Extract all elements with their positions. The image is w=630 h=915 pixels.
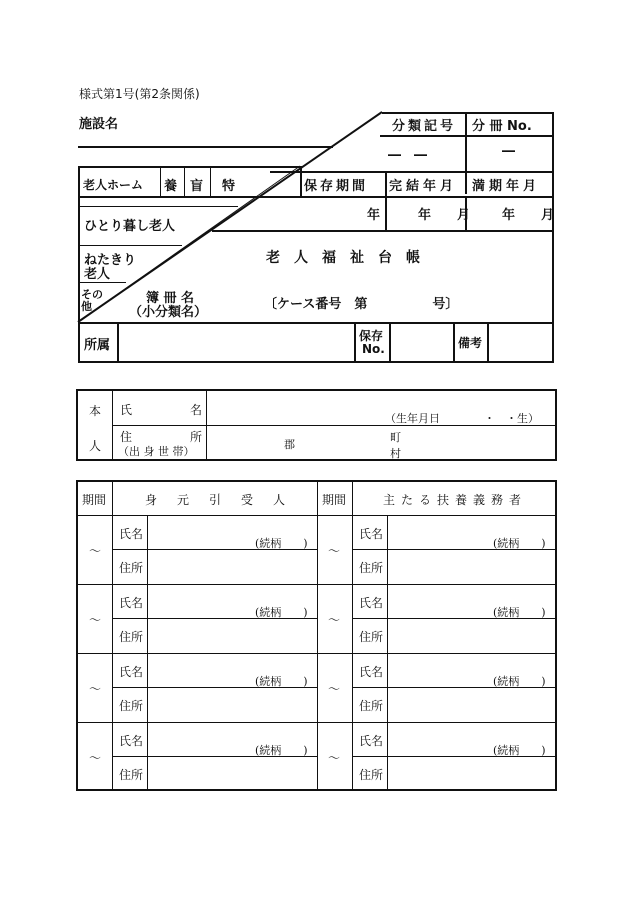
period-tilde: 〜 <box>89 613 102 627</box>
retention-year: 年 <box>367 208 381 223</box>
name-label: 氏名 <box>119 734 144 748</box>
name-label: 氏名 <box>359 527 384 541</box>
register-name-label: 簿 冊 名 <box>146 291 195 306</box>
address-label-1: 住 <box>120 430 133 444</box>
relationship-label: (続柄 ) <box>255 744 308 757</box>
remarks-label: 備考 <box>458 336 483 350</box>
living-alone-label: ひとり暮し老人 <box>84 219 176 234</box>
affiliation-label: 所属 <box>84 338 111 353</box>
address-label: 住所 <box>359 630 384 644</box>
name-label: 氏名 <box>359 596 384 610</box>
period-tilde: 〜 <box>328 613 341 627</box>
type-toku: 特 <box>222 179 236 194</box>
birth-date: （生年月日 ・ ・生） <box>385 412 539 425</box>
period-tilde: 〜 <box>89 682 102 696</box>
bedridden-label-1: ねたきり <box>84 253 137 268</box>
name-label: 氏名 <box>119 665 144 679</box>
address-label: 住所 <box>119 630 144 644</box>
storage-no-label-1: 保存 <box>359 329 384 343</box>
address-label: 住所 <box>359 768 384 782</box>
period-tilde: 〜 <box>328 682 341 696</box>
address-label: 住所 <box>359 561 384 575</box>
completion-year-month: 年 月 <box>418 208 471 223</box>
case-number: 〔ケース番号 第 号〕 <box>264 297 459 312</box>
type-yo: 養 <box>164 179 178 194</box>
misc-label-1: その <box>81 288 103 301</box>
type-mo: 盲 <box>190 179 204 194</box>
name-label: 氏名 <box>359 665 384 679</box>
gun-label: 郡 <box>284 438 295 451</box>
storage-no-label-2: No. <box>362 342 385 356</box>
elderly-home-label: 老人ホーム <box>83 178 144 192</box>
sub-class-name-label: （小分類名） <box>129 305 208 320</box>
address-label: 住所 <box>359 699 384 713</box>
machi-label: 町 <box>390 431 401 444</box>
name-label: 氏名 <box>119 596 144 610</box>
relationship-label: (続柄 ) <box>493 606 546 619</box>
volume-dash: ― <box>502 144 515 159</box>
name-label: 氏名 <box>359 734 384 748</box>
period-header-left: 期間 <box>82 493 107 507</box>
address-label: 住所 <box>119 699 144 713</box>
class-code-dashes: ― ― <box>388 148 428 163</box>
form-reference: 様式第1号(第2条関係) <box>79 87 200 101</box>
origin-household: （出 身 世 帯） <box>118 445 195 458</box>
relationship-label: (続柄 ) <box>255 537 308 550</box>
name-label-2: 名 <box>190 403 203 417</box>
period-tilde: 〜 <box>328 751 341 765</box>
period-tilde: 〜 <box>89 544 102 558</box>
relationship-label: (続柄 ) <box>493 537 546 550</box>
relationship-label: (続柄 ) <box>493 744 546 757</box>
register-title: 老 人 福 祉 台 帳 <box>266 250 420 266</box>
expiry-year-month: 年 月 <box>502 208 555 223</box>
retention-period-label: 保存期間 <box>304 179 369 194</box>
misc-label-2: 他 <box>81 300 92 313</box>
class-code-label: 分類記号 <box>392 119 457 134</box>
expiry-date-label: 満期年月 <box>472 179 541 194</box>
name-label: 氏名 <box>119 527 144 541</box>
volume-no-label: 分 冊 No. <box>472 119 532 134</box>
supporter-header: 主たる扶養義務者 <box>383 493 528 507</box>
address-label: 住所 <box>119 561 144 575</box>
period-tilde: 〜 <box>328 544 341 558</box>
relationship-label: (続柄 ) <box>493 675 546 688</box>
address-label-2: 所 <box>190 430 203 444</box>
name-label-1: 氏 <box>120 403 133 417</box>
period-tilde: 〜 <box>89 751 102 765</box>
completion-date-label: 完結年月 <box>389 179 458 194</box>
mura-label: 村 <box>390 447 401 460</box>
guarantor-header: 身 元 引 受 人 <box>145 493 290 507</box>
person-side-2: 人 <box>89 439 102 453</box>
bedridden-label-2: 老人 <box>84 267 111 282</box>
address-label: 住所 <box>119 768 144 782</box>
relationship-label: (続柄 ) <box>255 606 308 619</box>
facility-name-label: 施設名 <box>79 117 119 132</box>
period-header-right: 期間 <box>322 493 347 507</box>
relationship-label: (続柄 ) <box>255 675 308 688</box>
person-side-1: 本 <box>89 404 102 418</box>
